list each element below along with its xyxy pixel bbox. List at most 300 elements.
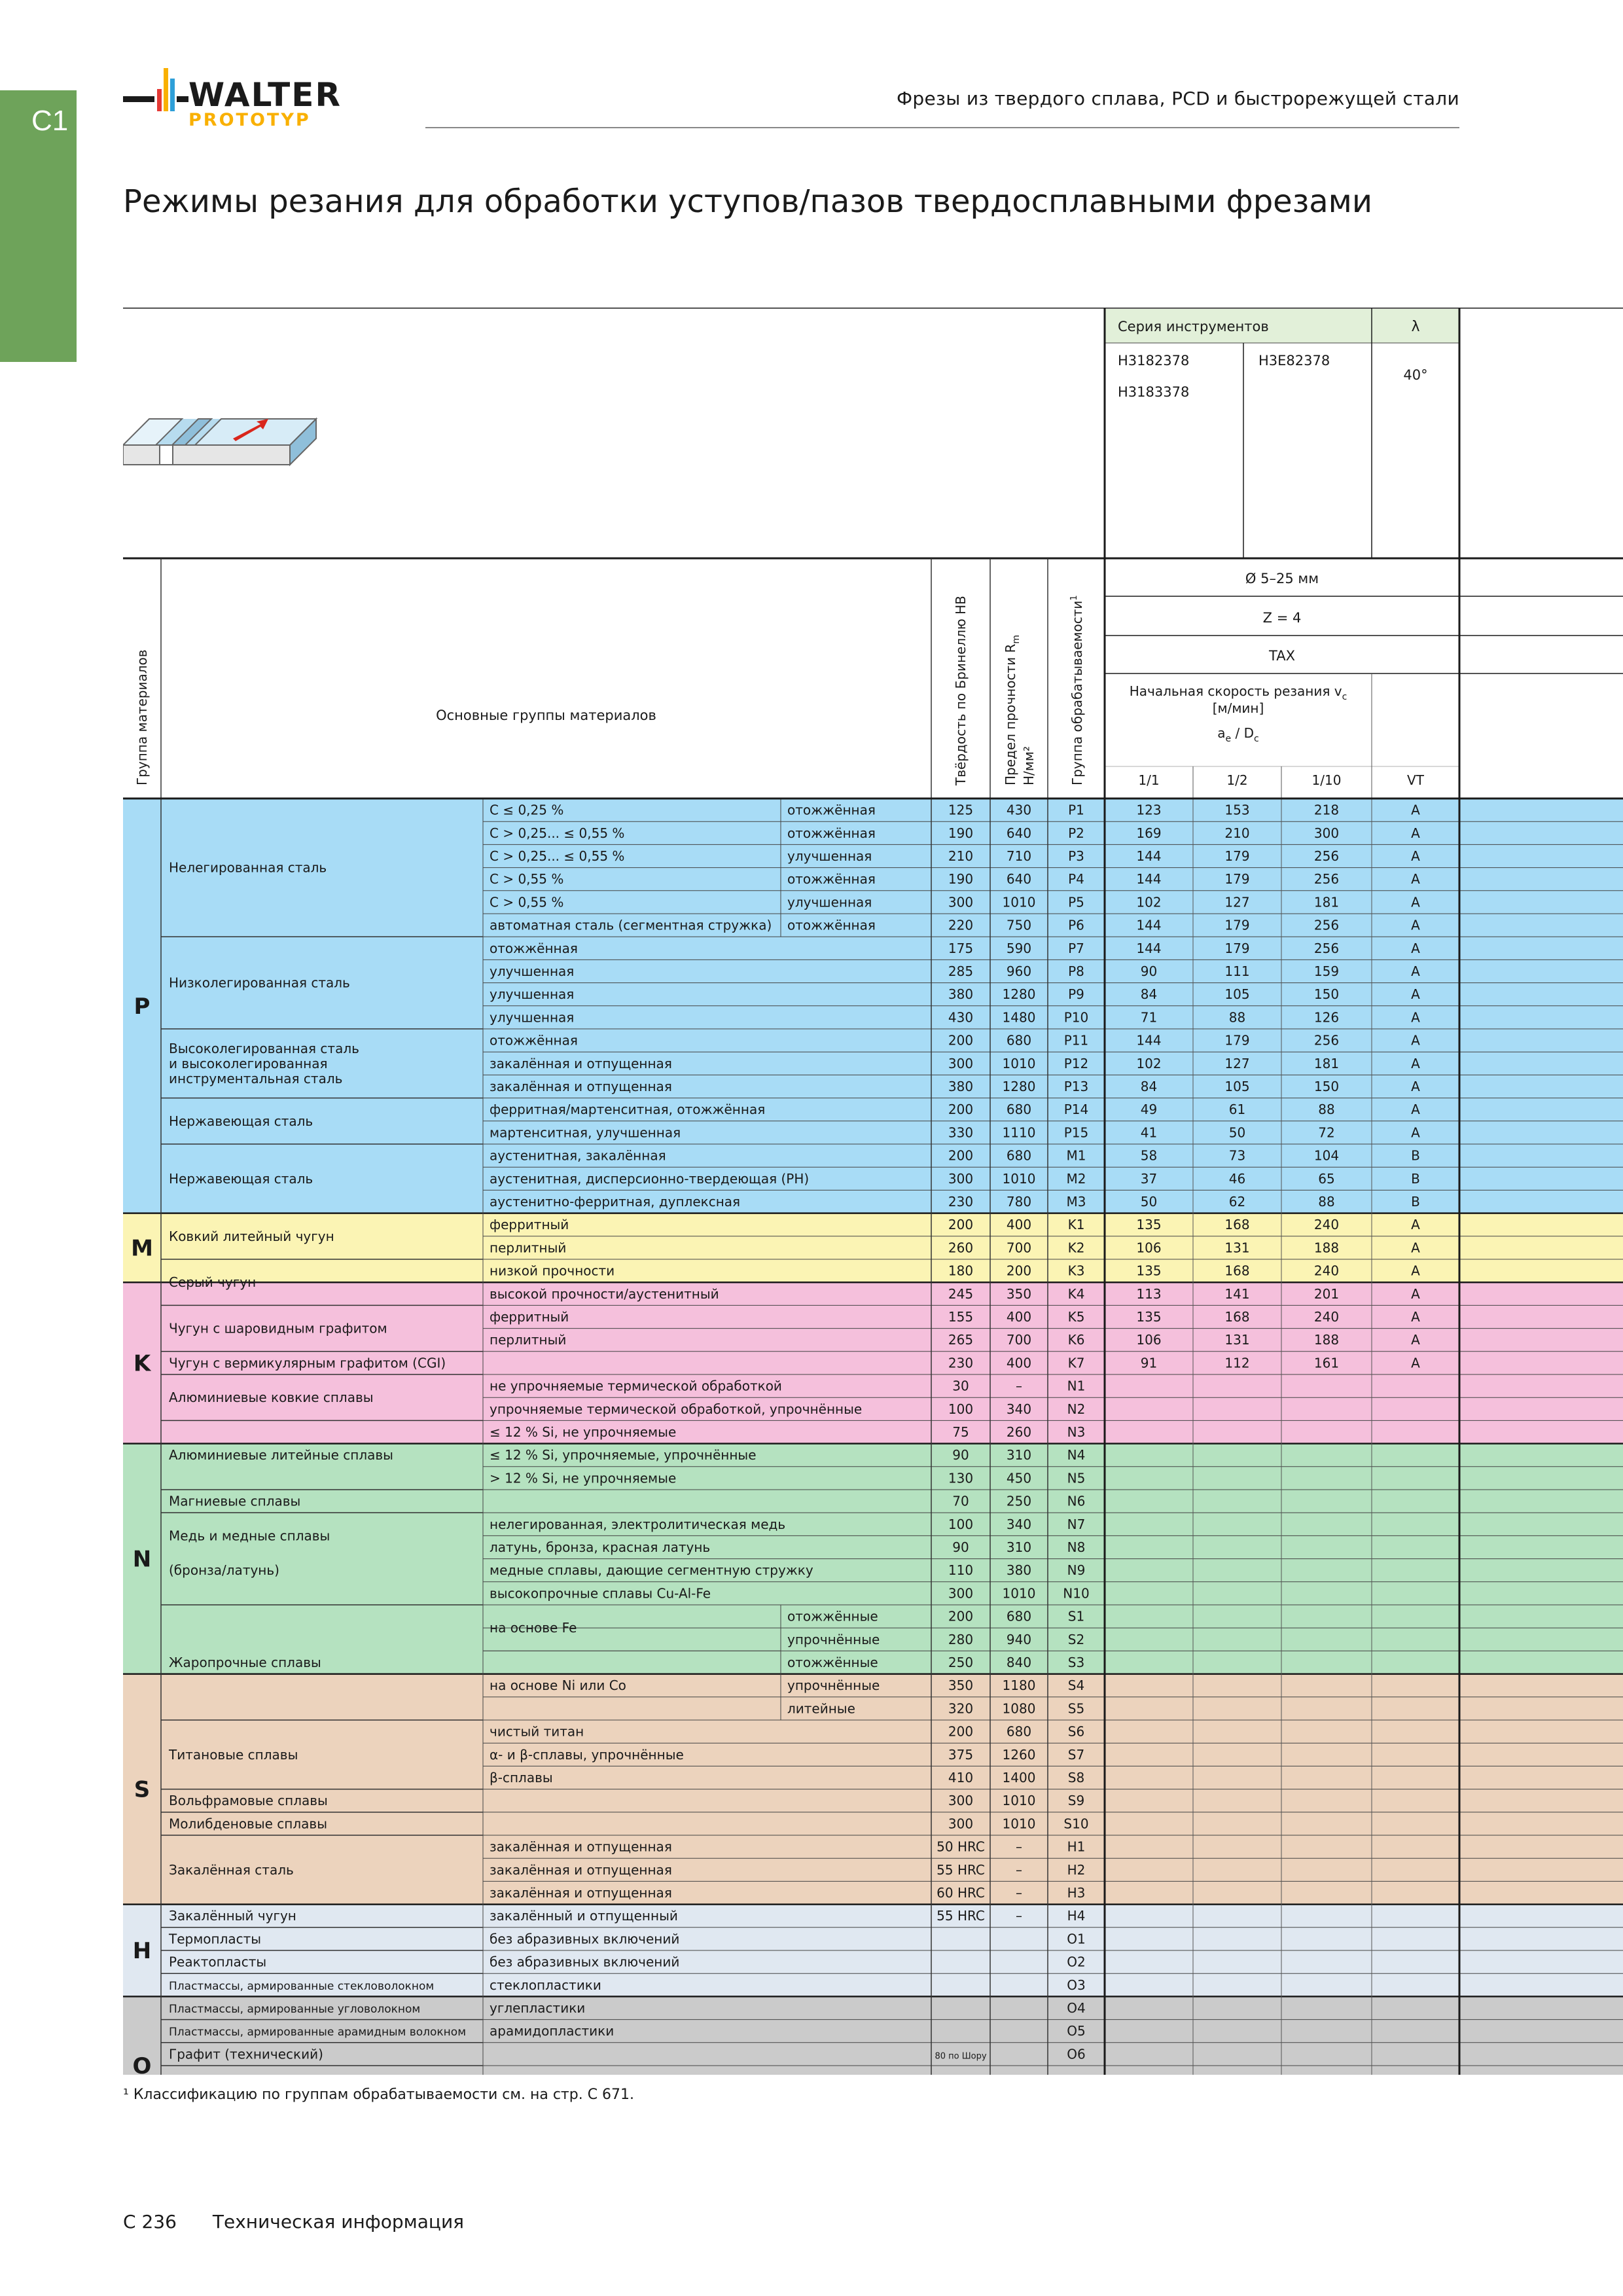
tensile-rm: 680 [1006, 1147, 1032, 1164]
tensile-rm: 700 [1006, 1240, 1032, 1256]
machinability-group: K4 [1067, 1285, 1085, 1302]
material-condition: отожжённая [490, 1032, 578, 1049]
vc-ae-1-1: 90 [1140, 963, 1158, 979]
vc-ae-1-10: 188 [1313, 1332, 1340, 1348]
col-header-hb: Твёрдость по Бринеллю HB [953, 596, 969, 785]
vc-ae-1-1: 58 [1140, 1147, 1158, 1164]
vc-units: [м/мин] [1212, 700, 1264, 716]
vt-grade: A [1411, 963, 1420, 979]
machinability-group: S4 [1067, 1677, 1085, 1694]
tensile-rm: 340 [1006, 1401, 1032, 1417]
hardness-hb: 230 [948, 1355, 974, 1371]
tensile-rm: 1010 [1002, 1793, 1036, 1809]
material-condition: стеклопластики [490, 1977, 601, 1993]
hardness-hb: 320 [948, 1700, 974, 1717]
hardness-hb: 200 [948, 1217, 974, 1233]
material-condition: автоматная сталь (сегментная стружка) [490, 917, 772, 933]
vc-ae-1-10: 150 [1313, 986, 1340, 1003]
material-condition: ферритный [490, 1217, 569, 1233]
vt-grade: A [1411, 940, 1420, 956]
material-group-label: Графит (технический) [169, 2046, 323, 2062]
material-group-label: Пластмассы, армированные арамидным волокном [169, 2026, 467, 2039]
vc-ae-1-2: 127 [1224, 1055, 1250, 1071]
machinability-group: K1 [1067, 1217, 1085, 1233]
vt-grade: B [1411, 1147, 1420, 1164]
material-condition: не упрочняемые термической обработкой [490, 1378, 782, 1394]
material-condition: улучшенная [490, 986, 575, 1003]
vc-ae-1-2: 179 [1224, 848, 1250, 864]
vc-ae-1-10: 150 [1313, 1079, 1340, 1094]
slot-milling-illustration [123, 419, 316, 465]
hardness-hb: 200 [948, 1723, 974, 1740]
tensile-rm: 590 [1006, 940, 1032, 956]
tool-id-h3183378: H3183378 [1118, 384, 1190, 400]
material-condition: C > 0,25... ≤ 0,55 % [490, 825, 625, 841]
hardness-hb: 300 [948, 894, 974, 910]
vt-grade: A [1411, 1032, 1420, 1049]
vt-grade: A [1411, 1079, 1420, 1094]
material-condition: аустенитная, дисперсионно-твердеющая (PH) [490, 1170, 810, 1187]
vc-ae-1-2: 105 [1224, 1079, 1250, 1094]
tensile-rm: 310 [1006, 1447, 1032, 1463]
vt-grade: A [1411, 894, 1420, 910]
material-condition: аустенитная, закалённая [490, 1147, 666, 1164]
machinability-group: M2 [1066, 1170, 1086, 1187]
vc-ae-1-1: 144 [1136, 871, 1162, 888]
hardness-hb: 300 [948, 1816, 974, 1832]
machinability-group: K5 [1067, 1309, 1085, 1325]
machinability-group: P13 [1063, 1079, 1089, 1094]
lambda-label: λ [1411, 319, 1420, 335]
material-condition: без абразивных включений [490, 1954, 680, 1970]
hardness-hb: 220 [948, 917, 974, 933]
machinability-group: P12 [1063, 1055, 1089, 1071]
material-group-label: Реактопласты [169, 1954, 267, 1970]
group-letter-K: K [133, 1350, 151, 1377]
vc-ae-1-1: 169 [1136, 825, 1162, 841]
vc-ae-1-10: 126 [1313, 1009, 1340, 1026]
hardness-hb: 110 [948, 1562, 974, 1579]
vt-grade: A [1411, 871, 1420, 888]
material-condition: ≤ 12 % Si, упрочняемые, упрочнённые [490, 1447, 757, 1463]
hardness-hb: 200 [948, 1147, 974, 1164]
vc-ae-1-10: 240 [1313, 1217, 1340, 1233]
material-condition: арамидопластики [490, 2023, 615, 2039]
hardness-hb: 300 [948, 1170, 974, 1187]
vt-grade: B [1411, 1194, 1420, 1210]
tensile-rm: 960 [1006, 963, 1032, 979]
hardness-hb: 265 [948, 1332, 974, 1348]
machinability-group: H3 [1067, 1885, 1086, 1901]
vt-grade: A [1411, 1124, 1420, 1141]
vc-ae-1-10: 240 [1313, 1263, 1340, 1279]
vc-ae-1-10: 65 [1318, 1170, 1335, 1187]
material-state: упрочнённые [787, 1677, 880, 1694]
hardness-hb: 100 [948, 1401, 974, 1417]
material-group-label: Термопласты [169, 1931, 262, 1947]
machinability-group: K2 [1067, 1240, 1085, 1256]
col-header-rm-units: Н/мм² [1021, 746, 1037, 785]
machinability-group: O2 [1067, 1954, 1086, 1970]
material-condition: > 12 % Si, не упрочняемые [490, 1470, 677, 1486]
vt-grade: A [1411, 1240, 1420, 1256]
vc-ae-1-2: 153 [1224, 802, 1250, 818]
vc-ae-1-1: 106 [1136, 1332, 1162, 1348]
col-header-group: Группа материалов [134, 649, 150, 785]
vt-grade: A [1411, 1285, 1420, 1302]
tensile-rm: 710 [1006, 848, 1032, 864]
hardness-hb: 180 [948, 1263, 974, 1279]
hardness-hb: 200 [948, 1102, 974, 1118]
tool-id-h3182378: H3182378 [1118, 353, 1190, 368]
machinability-group: O3 [1067, 1977, 1086, 1993]
machinability-group: S5 [1067, 1700, 1085, 1717]
vc-ae-1-10: 256 [1313, 871, 1340, 888]
material-state: отожжённая [787, 802, 876, 818]
machinability-group: N5 [1067, 1470, 1086, 1486]
material-condition: ферритный [490, 1309, 569, 1325]
tensile-rm: 1480 [1002, 1009, 1036, 1026]
vc-ae-1-10: 201 [1313, 1285, 1340, 1302]
material-condition: C > 0,25... ≤ 0,55 % [490, 848, 625, 864]
material-condition: чистый титан [490, 1723, 584, 1740]
tensile-rm: 680 [1006, 1032, 1032, 1049]
vt-grade: A [1411, 848, 1420, 864]
chapter-tab [0, 90, 77, 362]
material-state: отожжённая [787, 825, 876, 841]
vc-ae-1-1: 49 [1140, 1102, 1158, 1118]
machinability-group: M3 [1066, 1194, 1086, 1210]
hardness-hb: 210 [948, 848, 974, 864]
machinability-group: O4 [1067, 2000, 1086, 2016]
vt-grade: A [1411, 1355, 1420, 1371]
machinability-group: P1 [1068, 802, 1084, 818]
alloy-base-label: на основе Ni или Co [490, 1677, 626, 1694]
tensile-rm: – [1016, 1908, 1022, 1924]
tensile-rm: 200 [1006, 1263, 1032, 1279]
vc-ae-1-1: 135 [1136, 1217, 1162, 1233]
hardness-hb: 125 [948, 802, 974, 818]
vc-ae-1-2: 168 [1224, 1263, 1250, 1279]
tensile-rm: 1180 [1002, 1677, 1036, 1694]
hardness-hb: 410 [948, 1770, 974, 1785]
tensile-rm: 1110 [1002, 1124, 1036, 1141]
machinability-group: H4 [1067, 1908, 1086, 1924]
material-condition: низкой прочности [490, 1263, 615, 1279]
material-condition: мартенситная, улучшенная [490, 1124, 681, 1141]
tensile-rm: 1010 [1002, 1170, 1036, 1187]
vt-grade: A [1411, 802, 1420, 818]
material-state: улучшенная [787, 848, 872, 864]
group-M-bg [123, 1213, 1623, 1283]
material-condition: C > 0,55 % [490, 871, 564, 888]
material-group-label: Закалённая сталь [169, 1861, 294, 1878]
series-label: Серия инструментов [1118, 319, 1269, 334]
material-state: отожжённая [787, 871, 876, 888]
material-condition: нелегированная, электролитическая медь [490, 1516, 786, 1532]
vc-ae-1-10: 300 [1313, 825, 1340, 841]
vc-ae-1-10: 256 [1313, 848, 1340, 864]
vc-ae-1-2: 131 [1224, 1240, 1250, 1256]
hardness-hb: 200 [948, 1032, 974, 1049]
tensile-rm: 400 [1006, 1217, 1032, 1233]
hardness-hb: 70 [952, 1493, 969, 1509]
vc-ae-1-1: 144 [1136, 1032, 1162, 1049]
machinability-group: S8 [1067, 1770, 1085, 1785]
vc-ae-1-1: 84 [1140, 1079, 1158, 1094]
material-condition: латунь, бронза, красная латунь [490, 1539, 711, 1555]
machinability-group: N9 [1067, 1562, 1086, 1579]
material-condition: перлитный [490, 1240, 567, 1256]
vc-ae-1-10: 159 [1313, 963, 1340, 979]
material-state: отожжённые [787, 1655, 878, 1670]
material-group-label: Нелегированная сталь [169, 859, 327, 876]
hardness-hb: 190 [948, 871, 974, 888]
vc-ae-1-10: 256 [1313, 1032, 1340, 1049]
machinability-group: P15 [1063, 1124, 1089, 1141]
vt-grade: A [1411, 1055, 1420, 1071]
hardness-hb: 90 [952, 1539, 969, 1555]
vc-ae-1-1: 102 [1136, 894, 1162, 910]
group-letter-O: O [132, 2053, 152, 2075]
vc-ae-1-1: 144 [1136, 848, 1162, 864]
vc-ae-1-2: 141 [1224, 1285, 1250, 1302]
tensile-rm: – [1016, 1861, 1022, 1878]
hardness-hb: 50 HRC [936, 1839, 985, 1855]
page-footer [123, 2211, 464, 2233]
hardness-hb: 80 по Шору [935, 2051, 987, 2062]
hardness-hb: 285 [948, 963, 974, 979]
hardness-hb: 200 [948, 1608, 974, 1624]
page-number: C 236 [123, 2211, 177, 2233]
vc-ae-1-1: 106 [1136, 1240, 1162, 1256]
vc-ae-1-2: 168 [1224, 1217, 1250, 1233]
vc-ae-1-1: 41 [1140, 1124, 1158, 1141]
group-letter-N: N [132, 1546, 152, 1573]
col-ae-1-1: 1/1 [1138, 772, 1160, 788]
vc-ae-1-1: 135 [1136, 1263, 1162, 1279]
vt-grade: A [1411, 1263, 1420, 1279]
tensile-rm: 1400 [1002, 1770, 1036, 1785]
vc-ae-1-1: 113 [1136, 1285, 1162, 1302]
material-condition: α- и β-сплавы, упрочнённые [490, 1746, 684, 1763]
vc-ae-1-2: 179 [1224, 940, 1250, 956]
tensile-rm: 1010 [1002, 1585, 1036, 1602]
machinability-group: S7 [1067, 1746, 1085, 1763]
material-condition: ≤ 12 % Si, не упрочняемые [490, 1424, 677, 1440]
machinability-group: S2 [1067, 1631, 1085, 1647]
vt-grade: A [1411, 986, 1420, 1003]
hardness-hb: 330 [948, 1124, 974, 1141]
material-condition: аустенитно-ферритная, дуплексная [490, 1194, 741, 1210]
material-condition: β-сплавы [490, 1770, 553, 1785]
tensile-rm: – [1016, 1839, 1022, 1855]
hardness-hb: 190 [948, 825, 974, 841]
material-condition: закалённая и отпущенная [490, 1055, 672, 1071]
vc-ae-1-2: 179 [1224, 917, 1250, 933]
tensile-rm: 680 [1006, 1723, 1032, 1740]
material-condition: без абразивных включений [490, 1931, 680, 1947]
material-condition: закалённый и отпущенный [490, 1908, 678, 1924]
tensile-rm: 1280 [1002, 1079, 1036, 1094]
vt-grade: A [1411, 1009, 1420, 1026]
vc-ae-1-2: 62 [1228, 1194, 1246, 1210]
material-group-label: Вольфрамовые сплавы [169, 1793, 328, 1809]
material-group-label: Магниевые сплавы [169, 1493, 301, 1509]
machinability-group: N7 [1067, 1516, 1086, 1532]
hardness-hb: 375 [948, 1746, 974, 1763]
lambda-value: 40° [1403, 367, 1428, 383]
material-condition: улучшенная [490, 963, 575, 979]
machinability-group: P11 [1063, 1032, 1089, 1049]
material-group-label: Высоколегированная сталь [169, 1040, 359, 1056]
material-group-label: Жаропрочные сплавы [169, 1655, 321, 1670]
logo-walter: WALTER [188, 76, 342, 114]
machinability-group: S6 [1067, 1723, 1085, 1740]
machinability-group: H2 [1067, 1861, 1086, 1878]
teeth-count: Z = 4 [1262, 610, 1302, 626]
hardness-hb: 380 [948, 1079, 974, 1094]
material-group-label: инструментальная сталь [169, 1070, 343, 1086]
machinability-group: P8 [1068, 963, 1084, 979]
material-group-label: Закалённый чугун [169, 1908, 296, 1924]
vc-ae-1-10: 256 [1313, 940, 1340, 956]
tensile-rm: 700 [1006, 1332, 1032, 1348]
vc-ae-1-1: 71 [1140, 1009, 1158, 1026]
diameter-range: Ø 5–25 мм [1245, 571, 1319, 586]
hardness-hb: 90 [952, 1447, 969, 1463]
vc-ae-1-2: 61 [1228, 1102, 1246, 1118]
machinability-group: K3 [1067, 1263, 1085, 1279]
machinability-group: P6 [1068, 917, 1084, 933]
material-group-label: Титановые сплавы [169, 1746, 298, 1763]
group-letter-H: H [132, 1938, 152, 1964]
tensile-rm: 840 [1006, 1655, 1032, 1670]
machinability-group: K6 [1067, 1332, 1085, 1348]
hardness-hb: 430 [948, 1009, 974, 1026]
cutting-data-table [123, 308, 1623, 2075]
machinability-group: P10 [1063, 1009, 1089, 1026]
tool-id-h3e82378: H3E82378 [1258, 353, 1330, 368]
machinability-group: S3 [1067, 1655, 1085, 1670]
hardness-hb: 260 [948, 1240, 974, 1256]
machinability-group: P3 [1068, 848, 1084, 864]
vc-ae-1-1: 91 [1140, 1355, 1158, 1371]
machinability-group: P5 [1068, 894, 1084, 910]
vc-ae-1-10: 188 [1313, 1240, 1340, 1256]
machinability-group: S10 [1063, 1816, 1089, 1832]
hardness-hb: 250 [948, 1655, 974, 1670]
page-title: Режимы резания для обработки уступов/пазов твердосплавными фрезами [123, 183, 1373, 220]
hardness-hb: 350 [948, 1677, 974, 1694]
machinability-group: P7 [1068, 940, 1084, 956]
vc-ae-1-10: 256 [1313, 917, 1340, 933]
group-letter-S: S [134, 1776, 151, 1803]
material-group-label: Ковкий литейный чугун [169, 1228, 334, 1244]
tensile-rm: 450 [1006, 1470, 1032, 1486]
hardness-hb: 55 HRC [936, 1861, 985, 1878]
machinability-group: P9 [1068, 986, 1084, 1003]
material-state: отожжённые [787, 1608, 878, 1624]
material-group-label: (бронза/латунь) [169, 1562, 279, 1579]
material-condition: закалённая и отпущенная [490, 1861, 672, 1878]
hardness-hb: 300 [948, 1793, 974, 1809]
vc-label: Начальная скорость резания $v_c$ [1129, 683, 1347, 702]
vc-ae-1-2: 179 [1224, 871, 1250, 888]
hardness-hb: 155 [948, 1309, 974, 1325]
material-group-label: Медь и медные сплавы [169, 1528, 330, 1544]
group-letter-P: P [134, 993, 151, 1020]
vt-grade: A [1411, 1332, 1420, 1348]
tensile-rm: 1010 [1002, 894, 1036, 910]
material-condition: улучшенная [490, 1009, 575, 1026]
material-condition: высокой прочности/аустенитный [490, 1285, 719, 1302]
machinability-group: P4 [1068, 871, 1084, 888]
vc-ae-1-1: 123 [1136, 802, 1162, 818]
machinability-group: O1 [1067, 1931, 1086, 1947]
col-header-main: Основные группы материалов [436, 708, 656, 723]
machinability-group: N3 [1067, 1424, 1086, 1440]
hardness-hb: 175 [948, 940, 974, 956]
vc-ae-1-2: 105 [1224, 986, 1250, 1003]
vc-ae-1-10: 88 [1318, 1194, 1335, 1210]
vc-ae-1-2: 127 [1224, 894, 1250, 910]
hardness-hb: 300 [948, 1585, 974, 1602]
tensile-rm: 940 [1006, 1631, 1032, 1647]
hardness-hb: 100 [948, 1516, 974, 1532]
vc-ae-1-1: 144 [1136, 917, 1162, 933]
material-group-label: Чугун с шаровидным графитом [169, 1320, 387, 1336]
material-condition: C > 0,55 % [490, 894, 564, 910]
vc-ae-1-1: 135 [1136, 1309, 1162, 1325]
alloy-base-label: на основе Fe [490, 1620, 577, 1636]
logo-prototyp: PROTOTYP [188, 110, 311, 130]
hardness-hb: 30 [952, 1378, 969, 1394]
material-group-label: Пластмассы, армированные угловолокном [169, 2003, 421, 2016]
hardness-hb: 60 HRC [936, 1885, 985, 1901]
material-group-label: Серый чугун [169, 1274, 257, 1291]
vc-ae-1-10: 72 [1318, 1124, 1335, 1141]
vc-ae-1-10: 181 [1313, 894, 1340, 910]
hardness-hb: 300 [948, 1055, 974, 1071]
hardness-hb: 280 [948, 1631, 974, 1647]
tensile-rm: 340 [1006, 1516, 1032, 1532]
tensile-rm: 750 [1006, 917, 1032, 933]
tensile-rm: 310 [1006, 1539, 1032, 1555]
material-group-label: Нержавеющая сталь [169, 1113, 313, 1129]
machinability-group: O6 [1067, 2046, 1086, 2062]
material-state: отожжённая [787, 917, 876, 933]
col-ae-1-2: 1/2 [1226, 772, 1248, 788]
hardness-hb: 75 [952, 1424, 969, 1440]
footnote: ¹ Классификацию по группам обрабатываемости см. на стр. С 671. [123, 2087, 635, 2103]
tensile-rm: 350 [1006, 1285, 1032, 1302]
material-condition: упрочняемые термической обработкой, упрочнённые [490, 1401, 863, 1417]
tensile-rm: 680 [1006, 1608, 1032, 1624]
material-condition: перлитный [490, 1332, 567, 1348]
material-group-label: Низколегированная сталь [169, 975, 350, 991]
hardness-hb: 245 [948, 1285, 974, 1302]
hardness-hb: 380 [948, 986, 974, 1003]
machinability-group: N1 [1067, 1378, 1086, 1394]
material-condition: закалённая и отпущенная [490, 1839, 672, 1855]
hardness-hb: 130 [948, 1470, 974, 1486]
tensile-rm: – [1016, 1885, 1022, 1901]
tensile-rm: 640 [1006, 825, 1032, 841]
tensile-rm: – [1016, 1378, 1022, 1394]
vc-ae-1-2: 88 [1228, 1009, 1246, 1026]
vc-ae-1-10: 181 [1313, 1055, 1340, 1071]
